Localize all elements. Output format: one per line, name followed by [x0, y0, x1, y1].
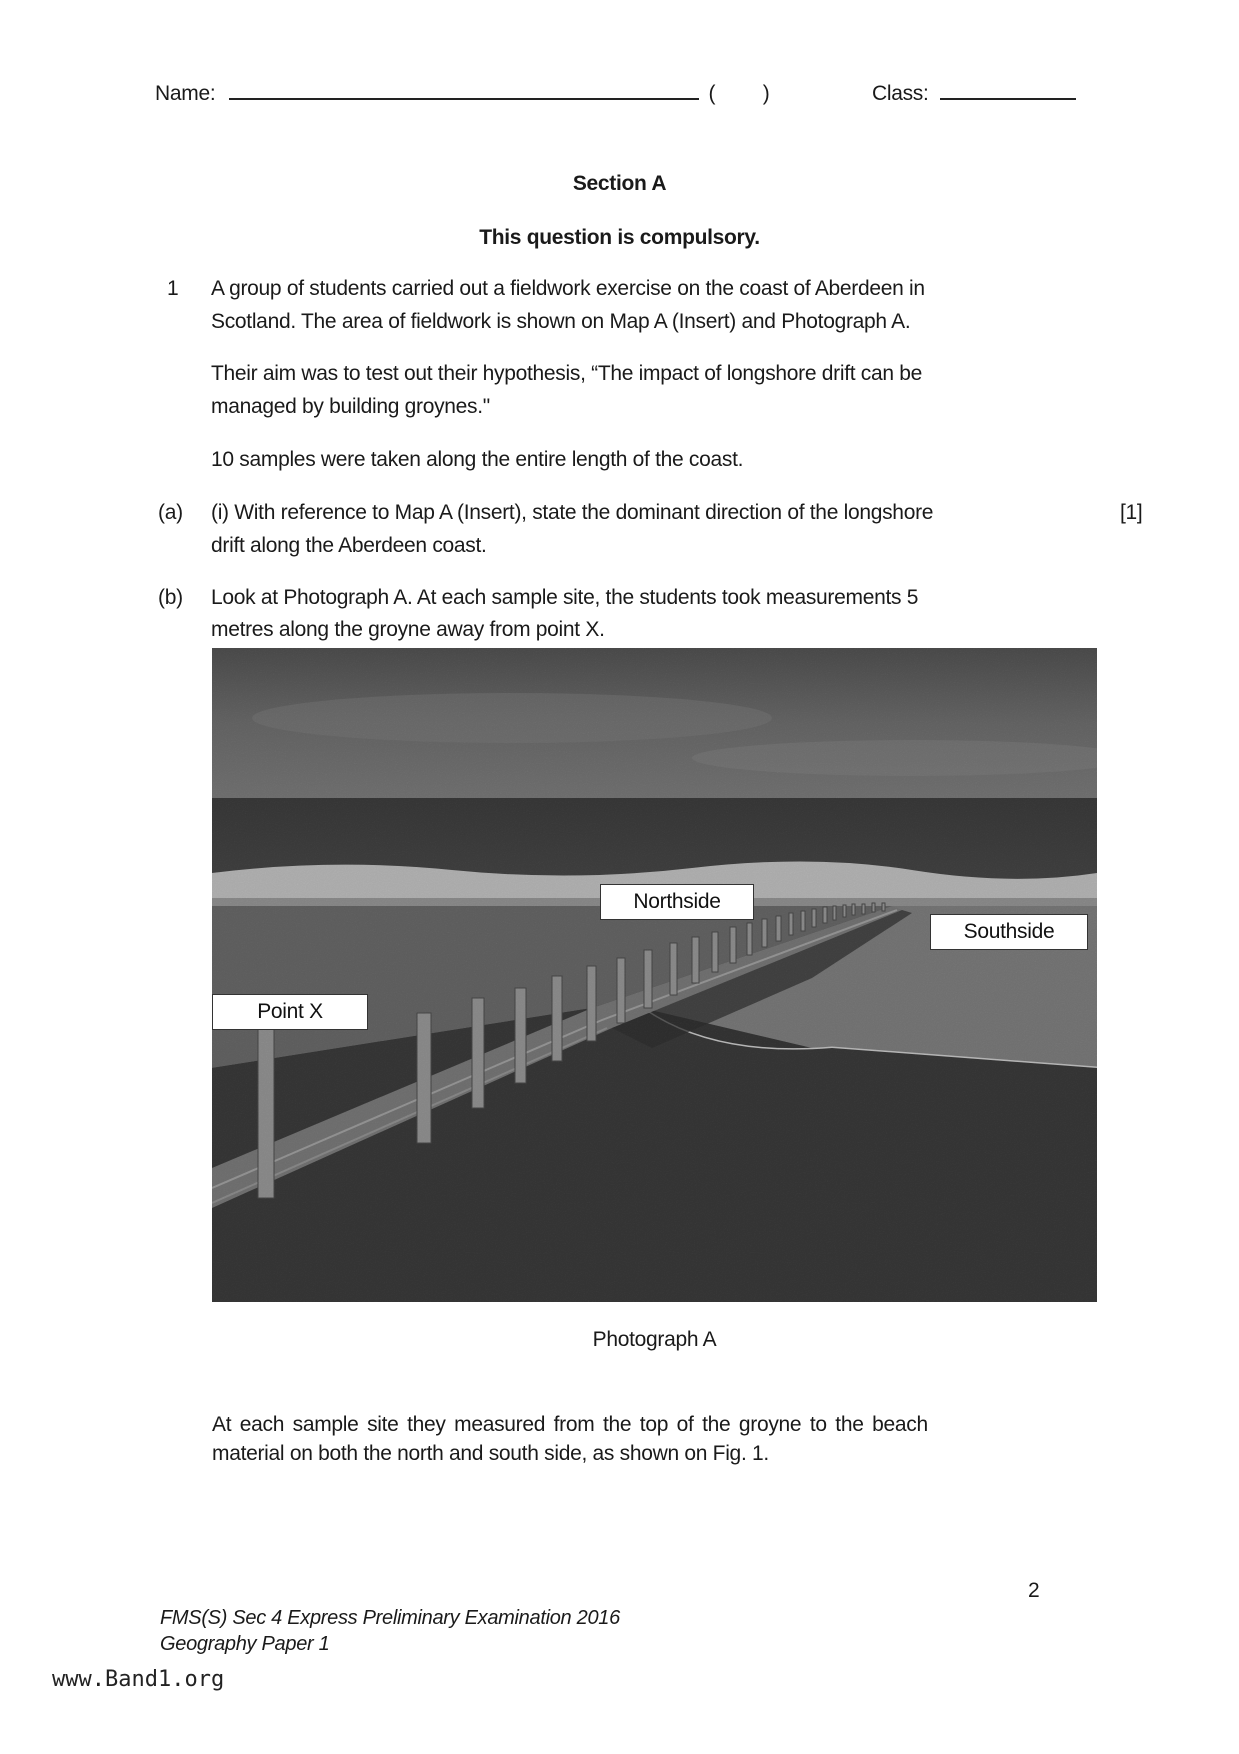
footer-exam-line: FMS(S) Sec 4 Express Preliminary Examination 2016: [160, 1607, 620, 1629]
part-a-line-1: (i) With reference to Map A (Insert), state the dominant direction of the longshore: [211, 501, 934, 524]
class-label: Class:: [872, 82, 929, 105]
name-blank-line: [229, 97, 699, 100]
class-field-row: [872, 78, 1076, 110]
part-b-label: (b): [158, 586, 183, 609]
section-subtitle: This question is compulsory.: [479, 226, 760, 249]
part-a-marks: [1]: [1120, 501, 1143, 524]
photograph-a: [212, 648, 1097, 1302]
northside-label: Northside: [600, 884, 754, 920]
groyne-beach-photo: [212, 648, 1097, 1302]
question-samples: 10 samples were taken along the entire length of the coast.: [211, 448, 744, 471]
question-aim-line-1: Their aim was to test out their hypothesis, “The impact of longshore drift can be: [211, 362, 923, 385]
part-b-line-1: Look at Photograph A. At each sample site, the students took measurements 5: [211, 586, 919, 609]
point-x-label: Point X: [212, 994, 368, 1030]
question-number: 1: [167, 277, 179, 300]
name-field-row: [155, 78, 769, 110]
part-a-label: (a): [158, 501, 183, 524]
question-intro-line-1: A group of students carried out a fieldwork exercise on the coast of Aberdeen in: [211, 277, 925, 300]
southside-label: Southside: [930, 914, 1088, 950]
measurement-line-1: At each sample site they measured from the top of the groyne to the beach: [212, 1413, 928, 1436]
part-a-line-2: drift along the Aberdeen coast.: [211, 534, 487, 557]
part-b-line-2: metres along the groyne away from point X.: [211, 618, 605, 641]
question-intro-line-2: Scotland. The area of fieldwork is shown on Map A (Insert) and Photograph A.: [211, 310, 911, 333]
measurement-line-2: material on both the north and south side, as shown on Fig. 1.: [212, 1442, 769, 1465]
question-aim-line-2: managed by building groynes.": [211, 395, 490, 418]
name-label: Name:: [155, 82, 216, 105]
register-number-open: (: [708, 82, 716, 105]
page-number: 2: [1028, 1579, 1040, 1602]
register-number-close: ): [762, 82, 770, 105]
photograph-caption: Photograph A: [592, 1328, 717, 1351]
footer-paper-line: Geography Paper 1: [160, 1633, 330, 1655]
class-blank-line: [940, 97, 1076, 100]
section-title: Section A: [572, 172, 667, 195]
watermark-link[interactable]: www.Band1.org: [52, 1667, 225, 1692]
